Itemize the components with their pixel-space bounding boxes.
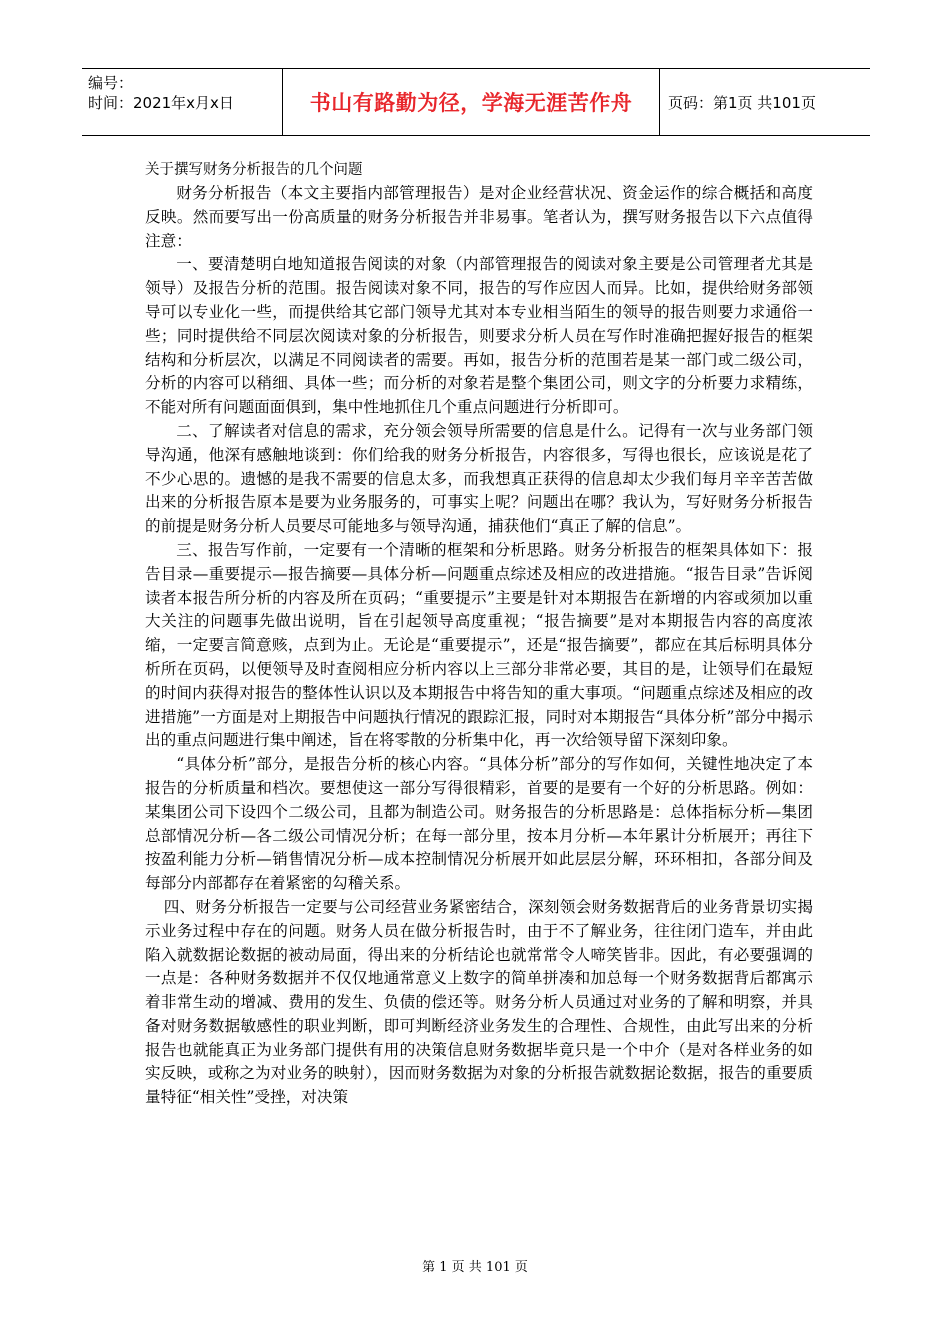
paragraph-intro: 财务分析报告（本文主要指内部管理报告）是对企业经营状况、资金运作的综合概括和高度反映。然而要写出一份高质量的财务分析报告并非易事。笔者认为，撰写财务报告以下六点值得注意：: [145, 184, 813, 250]
paragraph-specific-analysis: “具体分析”部分，是报告分析的核心内容。“具体分析”部分的写作如何，关键性地决定了本报告的分析质量和档次。要想使这一部分写得很精彩，首要的是要有一个好的分析思路。例如：某集团公司下设四个二级公司，且都为制造公司。财务报告的分析思路是：总体指标分析—集团总部情况分析—各二级公司情况分析；在每一部分里，按本月分析—本年累计分析展开；再往下按盈利能力分析—销售情况分析—成本控制情况分析展开如此层层分解，环环相扣，各部分间及每部分内部都存在着紧密的勾稽关系。: [145, 755, 813, 893]
paragraph-point-1: 一、要清楚明白地知道报告阅读的对象（内部管理报告的阅读对象主要是公司管理者尤其是领导）及报告分析的范围。报告阅读对象不同，报告的写作应因人而异。比如，提供给财务部领导可以专业化一些，而提供给其它部门领导尤其对本专业相当陌生的领导的报告则要力求通俗一些；同时提供给不同层次阅读对象的分析报告，则要求分析人员在写作时准确把握好报告的框架结构和分析层次，以满足不同阅读者的需要。再如，报告分析的范围若是某一部门或二级公司，分析的内容可以稍细、具体一些；而分析的对象若是整个集团公司，则文字的分析要力求精练，不能对所有问题面面俱到，集中性地抓住几个重点问题进行分析即可。: [145, 255, 813, 417]
header-motto-cell: [282, 69, 660, 135]
date-label: 时间：2021年x月x日: [88, 94, 234, 112]
document-header: [82, 68, 870, 136]
header-page-info: 页码：第1页 共101页: [668, 93, 816, 112]
paragraph-point-2: 二、了解读者对信息的需求，充分领会领导所需要的信息是什么。记得有一次与业务部门领导沟通，他深有感触地谈到：你们给我的财务分析报告，内容很多，写得也很长，应该说是花了不少心思的。遗憾的是我不需要的信息太多，而我想真正获得的信息却太少我们每月辛辛苦苦做出来的分析报告原本是要为业务服务的，可事实上呢？问题出在哪？我认为，写好财务分析报告的前提是财务分析人员要尽可能地多与领导沟通，捕获他们“真正了解的信息”。: [145, 421, 813, 536]
paragraph-point-4: 四、财务分析报告一定要与公司经营业务紧密结合，深刻领会财务数据背后的业务背景切实揭示业务过程中存在的问题。财务人员在做分析报告时，由于不了解业务，往往闭门造车，并由此陷入就数据论数据的被动局面，得出来的分析结论也就常常令人啼笑皆非。因此，有必要强调的一点是：各种财务数据并不仅仅地通常意义上数字的简单拼凑和加总每一个财务数据背后都寓示着非常生动的增减、费用的发生、负债的偿还等。财务分析人员通过对业务的了解和明察，并具备对财务数据敏感性的职业判断，即可判断经济业务发生的合理性、合规性，由此写出来的分析报告也就能真正为业务部门提供有用的决策信息财务数据毕竟只是一个中介（是对各样业务的如实反映，或称之为对业务的映射），因而财务数据为对象的分析报告就数据论数据，报告的重要质量特征“相关性”受挫，对决策: [145, 897, 813, 1107]
page-footer: 第 1 页 共 101 页: [422, 1260, 528, 1275]
header-motto: 书山有路勤为径，学海无涯苦作舟: [309, 91, 633, 115]
document-body: [145, 158, 813, 1110]
serial-number-label: 编号：: [88, 74, 134, 92]
document-title: 关于撰写财务分析报告的几个问题: [145, 162, 363, 178]
header-meta: [82, 69, 282, 135]
paragraph-point-3: 三、报告写作前，一定要有一个清晰的框架和分析思路。财务分析报告的框架具体如下：报告目录—重要提示—报告摘要—具体分析—问题重点综述及相应的改进措施。“报告目录”告诉阅读者本报告所分析的内容及所在页码；“重要提示”主要是针对本期报告在新增的内容或须加以重大关注的问题事先做出说明，旨在引起领导高度重视；“报告摘要”是对本期报告内容的高度浓缩，一定要言简意赅，点到为止。无论是“重要提示”，还是“报告摘要”，都应在其后标明具体分析所在页码，以便领导及时查阅相应分析内容以上三部分非常必要，其目的是，让领导们在最短的时间内获得对报告的整体性认识以及本期报告中将告知的重大事项。“问题重点综述及相应的改进措施”一方面是对上期报告中问题执行情况的跟踪汇报，同时对本期报告“具体分析”部分中揭示出的重点问题进行集中阐述，旨在将零散的分析集中化，再一次给领导留下深刻印象。: [145, 540, 813, 750]
